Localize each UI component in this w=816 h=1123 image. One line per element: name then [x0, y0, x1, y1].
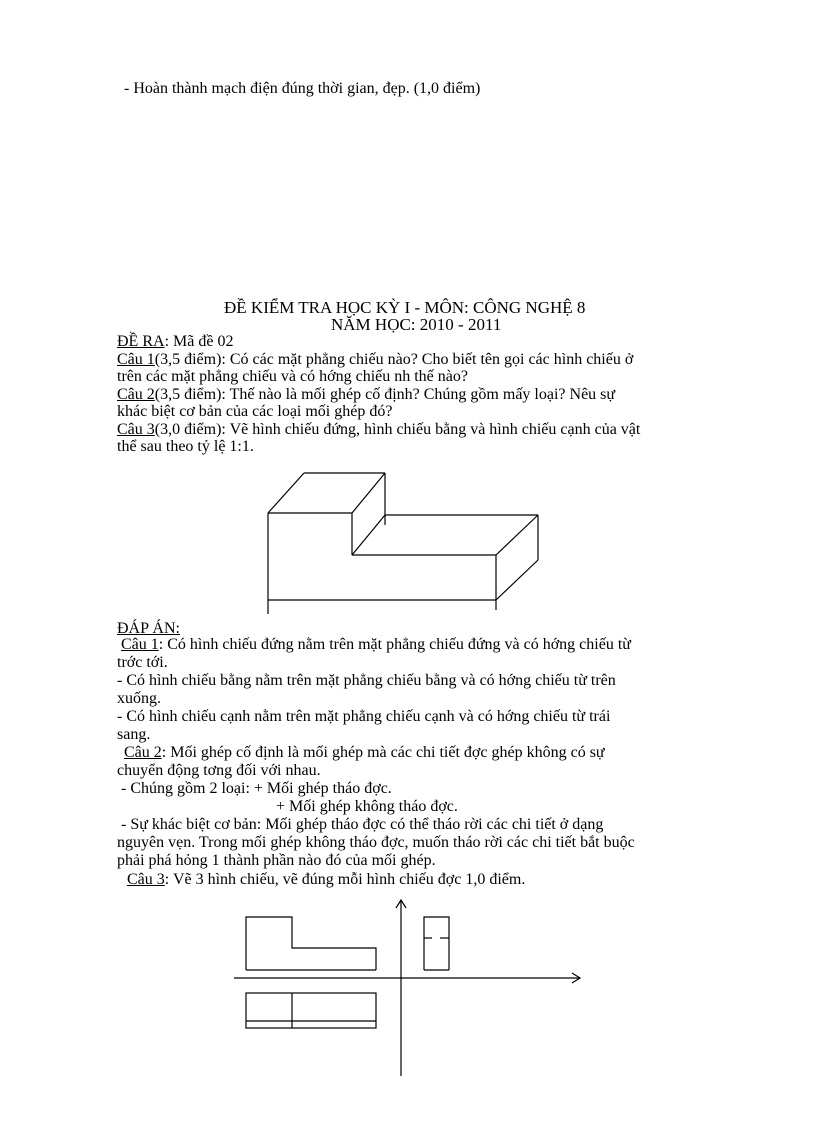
answer-2-line-6: nguyên vẹn. Trong mối ghép không tháo đợc, muốn tháo rời các chi tiết bắt buộc — [117, 834, 635, 851]
page-title: ĐỀ KIỂM TRA HỌC KỲ I - MÔN: CÔNG NGHỆ 8 — [224, 298, 586, 317]
answer-1-text: : Có hình chiếu đứng nằm trên mặt phẳng chiếu đứng và có hớng chiếu từ — [158, 636, 631, 653]
question-2-line-2: khác biệt cơ bản của các loại mối ghép đó? — [117, 403, 393, 420]
question-2-text: (3,5 điểm): Thế nào là mối ghép cố định? Chúng gồm mấy loại? Nêu sự — [154, 386, 616, 403]
exam-code: : Mã đề 02 — [164, 333, 234, 350]
question-3-line-2: thể sau theo tỷ lệ 1:1. — [117, 438, 254, 455]
answer-1-line-6: sang. — [117, 726, 151, 743]
question-3-label: Câu 3 — [117, 421, 155, 438]
answer-1-line-2: trớc tới. — [117, 654, 168, 671]
answer-2-line-4: + Mối ghép không tháo đợc. — [276, 798, 458, 815]
question-2-label: Câu 2 — [117, 386, 155, 403]
answer-2-line-7: phải phá hỏng 1 thành phần nào đó của mối ghép. — [117, 852, 436, 869]
answer-2-text: : Mối ghép cố định là mối ghép mà các chi tiết đợc ghép không có sự — [161, 744, 605, 761]
top-line: - Hoàn thành mạch điện đúng thời gian, đẹp. (1,0 điểm) — [124, 80, 481, 97]
answer-2-line-5: - Sự khác biệt cơ bản: Mối ghép tháo đợc có thể tháo rời các chi tiết ở dạng — [121, 816, 604, 833]
answer-3-text: : Vẽ 3 hình chiếu, vẽ đúng mỗi hình chiếu đợc 1,0 điểm. — [164, 871, 526, 888]
question-1-text: (3,5 điểm): Có các mặt phẳng chiếu nào? Cho biết tên gọi các hình chiếu ở — [154, 351, 634, 368]
answer-1-line-4: xuống. — [117, 690, 161, 707]
school-year: NĂM HỌC: 2010 - 2011 — [331, 315, 502, 334]
answer-2-line-2: chuyển động tơng đối với nhau. — [117, 762, 321, 779]
question-1-label: Câu 1 — [117, 351, 155, 368]
question-3-text: (3,0 điểm): Vẽ hình chiếu đứng, hình chiếu bằng và hình chiếu cạnh của vật — [154, 421, 641, 438]
answer-1-line-3: - Có hình chiếu bằng nằm trên mặt phẳng chiếu bằng và có hớng chiếu từ trên — [117, 672, 616, 689]
question-1-line-2: trên các mặt phẳng chiếu và có hớng chiếu nh thế nào? — [117, 368, 468, 385]
exam-label: ĐỀ RA — [117, 333, 165, 350]
answers-heading: ĐÁP ÁN: — [117, 620, 180, 637]
answer-2-line-3: - Chúng gồm 2 loại: + Mối ghép tháo đợc. — [121, 780, 392, 797]
answer-2-label: Câu 2 — [124, 744, 162, 761]
answer-1-line-5: - Có hình chiếu cạnh nằm trên mặt phẳng chiếu cạnh và có hớng chiếu từ trái — [117, 708, 611, 725]
answer-3-label: Câu 3 — [127, 871, 165, 888]
answer-1-label: Câu 1 — [121, 636, 159, 653]
